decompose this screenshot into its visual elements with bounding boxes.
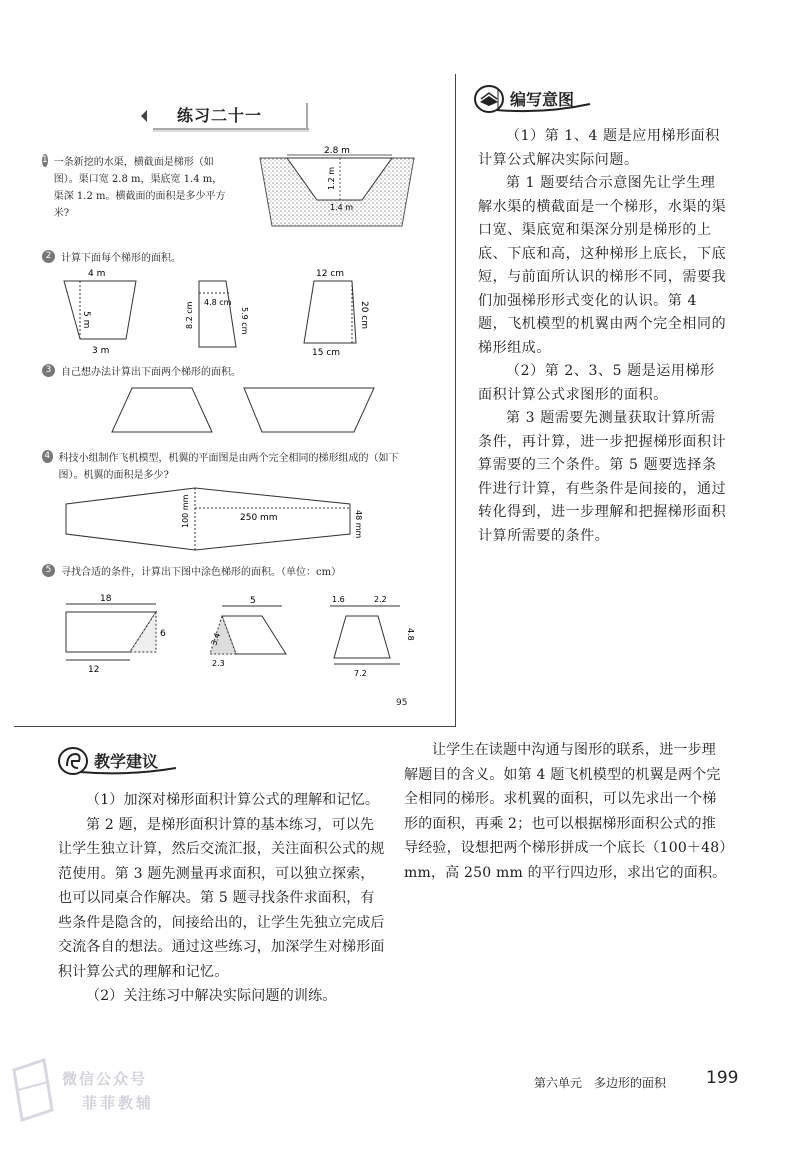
exercise-text: 一条新挖的水渠，横截面是梯形（如图）。渠口宽 2.8 m，渠底宽 1.4 m，渠深 1.2 m。横截面的面积是多少平方米? xyxy=(53,157,226,219)
fig5b-slant-label: 3.4 xyxy=(209,631,223,647)
intent-paragraph: 第 1 题要结合示意图先让学生理解水渠的横截面是一个梯形，水渠的渠口宽、渠底宽和渠深分别是梯形的上底、下底和高，这种梯形上底长，下底短，与前面所认识的梯形不同，需要我们加强梯形形式变化的认识。第 4 题，飞机模型的机翼由两个完全相同的梯形组成。 xyxy=(478,175,727,356)
fig2a-bottom-label: 3 m xyxy=(92,346,110,356)
exercise-5 xyxy=(42,564,422,581)
suggestion-paragraph: 第 2 题，是梯形面积计算的基本练习，可以先让学生独立计算，然后交流汇报，关注面积公式的规范使用。第 3 题先测量再求面积，可以独立探索，也可以同桌合作解决。第 5 题寻找条件求面积，有些条件是隐含的，间接给出的，让学生先独立完成后交流各自的想法。通过这些练习，加深学生对梯形面积计算公式的理解和记忆。 xyxy=(58,816,385,980)
fig5a-right-label: 6 xyxy=(160,629,166,639)
exercise-3 xyxy=(42,364,422,381)
wing-middle-label: 250 mm xyxy=(240,513,278,523)
textbook-page xyxy=(14,74,456,727)
intent-body xyxy=(478,125,728,548)
fig5c-height-label: 4.8 xyxy=(406,628,415,641)
pencil-icon xyxy=(4,1050,64,1130)
fig5c-left-label: 1.6 xyxy=(332,595,345,604)
exercise-4 xyxy=(42,450,422,484)
exercise-text: 自己想办法计算出下面两个梯形的面积。 xyxy=(61,367,241,378)
fig5b-bottom-label: 2.3 xyxy=(212,659,225,668)
intent-paragraph: （2）第 2、3、5 题是运用梯形面积计算公式求图形的面积。 xyxy=(478,363,715,403)
fig2a-side-label: 5 m xyxy=(81,311,91,329)
exercise-text: 科技小组制作飞机模型，机翼的平面图是由两个完全相同的梯形组成的（如下图）。机翼的面积是多少? xyxy=(58,453,399,481)
exercise-title: 练习二十一 xyxy=(177,106,263,125)
exercise-number: 1 xyxy=(42,155,48,165)
exercise-number: 2 xyxy=(42,250,55,263)
fig2b-left-label: 8.2 cm xyxy=(185,301,194,329)
suggestion-paragraph: 让学生在读题中沟通与图形的联系，进一步理解题目的含义。如第 4 题飞机模型的机翼是两个完全相同的梯形。求机翼的面积，可以先求出一个梯形的面积，再乘 2；也可以根据梯形面积公式的推导经验，设想把两个梯形拼成一个底长（100＋48）mm，高 250 mm 的平行四边形，求出它的面积。 xyxy=(404,742,727,881)
watermark xyxy=(4,1050,154,1140)
trapezoid-figures-ex3 xyxy=(104,384,404,440)
trapezoid-figures-ex2 xyxy=(54,267,414,358)
intent-heading xyxy=(474,84,592,114)
exercise-text: 计算下面每个梯形的面积。 xyxy=(61,253,181,264)
wing-left-label: 100 mm xyxy=(181,494,190,528)
footer-unit-title: 第六单元 多边形的面积 xyxy=(534,1076,667,1090)
canal-cross-section-figure xyxy=(252,146,422,236)
textbook-page-number: 95 xyxy=(396,698,408,708)
suggestion-right-column xyxy=(404,738,730,885)
fig2b-height-label: 4.8 cm xyxy=(204,298,232,307)
fig2c-bottom-label: 15 cm xyxy=(312,348,341,358)
exercise-number: 3 xyxy=(42,364,55,377)
intent-paragraph: 第 3 题需要先测量获取计算所需条件，再计算，进一步把握梯形面积计算需要的三个条件。第 5 题要选择条件进行计算，有些条件是间接的，通过转化得到，进一步理解和把握梯形面积计算所需要的条件。 xyxy=(478,410,727,544)
watermark-line1: 微信公众号 xyxy=(62,1070,148,1088)
suggestion-paragraph: （2）关注练习中解决实际问题的训练。 xyxy=(86,988,337,1004)
exercise-text: 寻找合适的条件，计算出下图中涂色梯形的面积。（单位：cm） xyxy=(61,567,342,578)
intent-paragraph: （1）第 1、4 题是应用梯形面积计算公式解决实际问题。 xyxy=(478,128,720,168)
fig2c-top-label: 12 cm xyxy=(316,269,345,279)
fig2c-right-label: 20 cm xyxy=(359,301,369,330)
watermark-line2: 菲菲教辅 xyxy=(82,1094,155,1112)
canal-top-label: 2.8 m xyxy=(324,146,350,156)
exercise-number: 5 xyxy=(42,564,55,577)
exercise-title-banner xyxy=(139,99,309,133)
suggestion-heading xyxy=(58,746,178,776)
wing-right-label: 48 mm xyxy=(354,510,363,539)
fig5a-top-label: 18 xyxy=(100,594,112,604)
exercise-number: 4 xyxy=(42,450,53,463)
fig5c-right-label: 2.2 xyxy=(374,595,387,604)
fig2a-top-label: 4 m xyxy=(88,269,106,279)
intent-heading-text: 编写意图 xyxy=(510,90,575,109)
fig5b-top-label: 5 xyxy=(250,596,256,606)
fig2b-right-label: 5.9 cm xyxy=(240,307,249,335)
suggestion-heading-text: 教学建议 xyxy=(94,752,159,771)
fig5c-bottom-label: 7.2 xyxy=(354,669,367,678)
suggestion-paragraph: （1）加深对梯形面积计算公式的理解和记忆。 xyxy=(86,792,380,808)
footer-page-number: 199 xyxy=(706,1068,739,1088)
canal-bottom-label: 1.4 m xyxy=(330,203,354,212)
airplane-wing-figure xyxy=(60,484,363,554)
shaded-trapezoid-figures xyxy=(60,592,440,678)
canal-depth-label: 1.2 m xyxy=(327,166,336,190)
fig5a-bottom-label: 12 xyxy=(88,665,100,675)
exercise-1 xyxy=(42,154,232,222)
exercise-2 xyxy=(42,250,422,267)
suggestion-left-column xyxy=(58,788,386,1009)
